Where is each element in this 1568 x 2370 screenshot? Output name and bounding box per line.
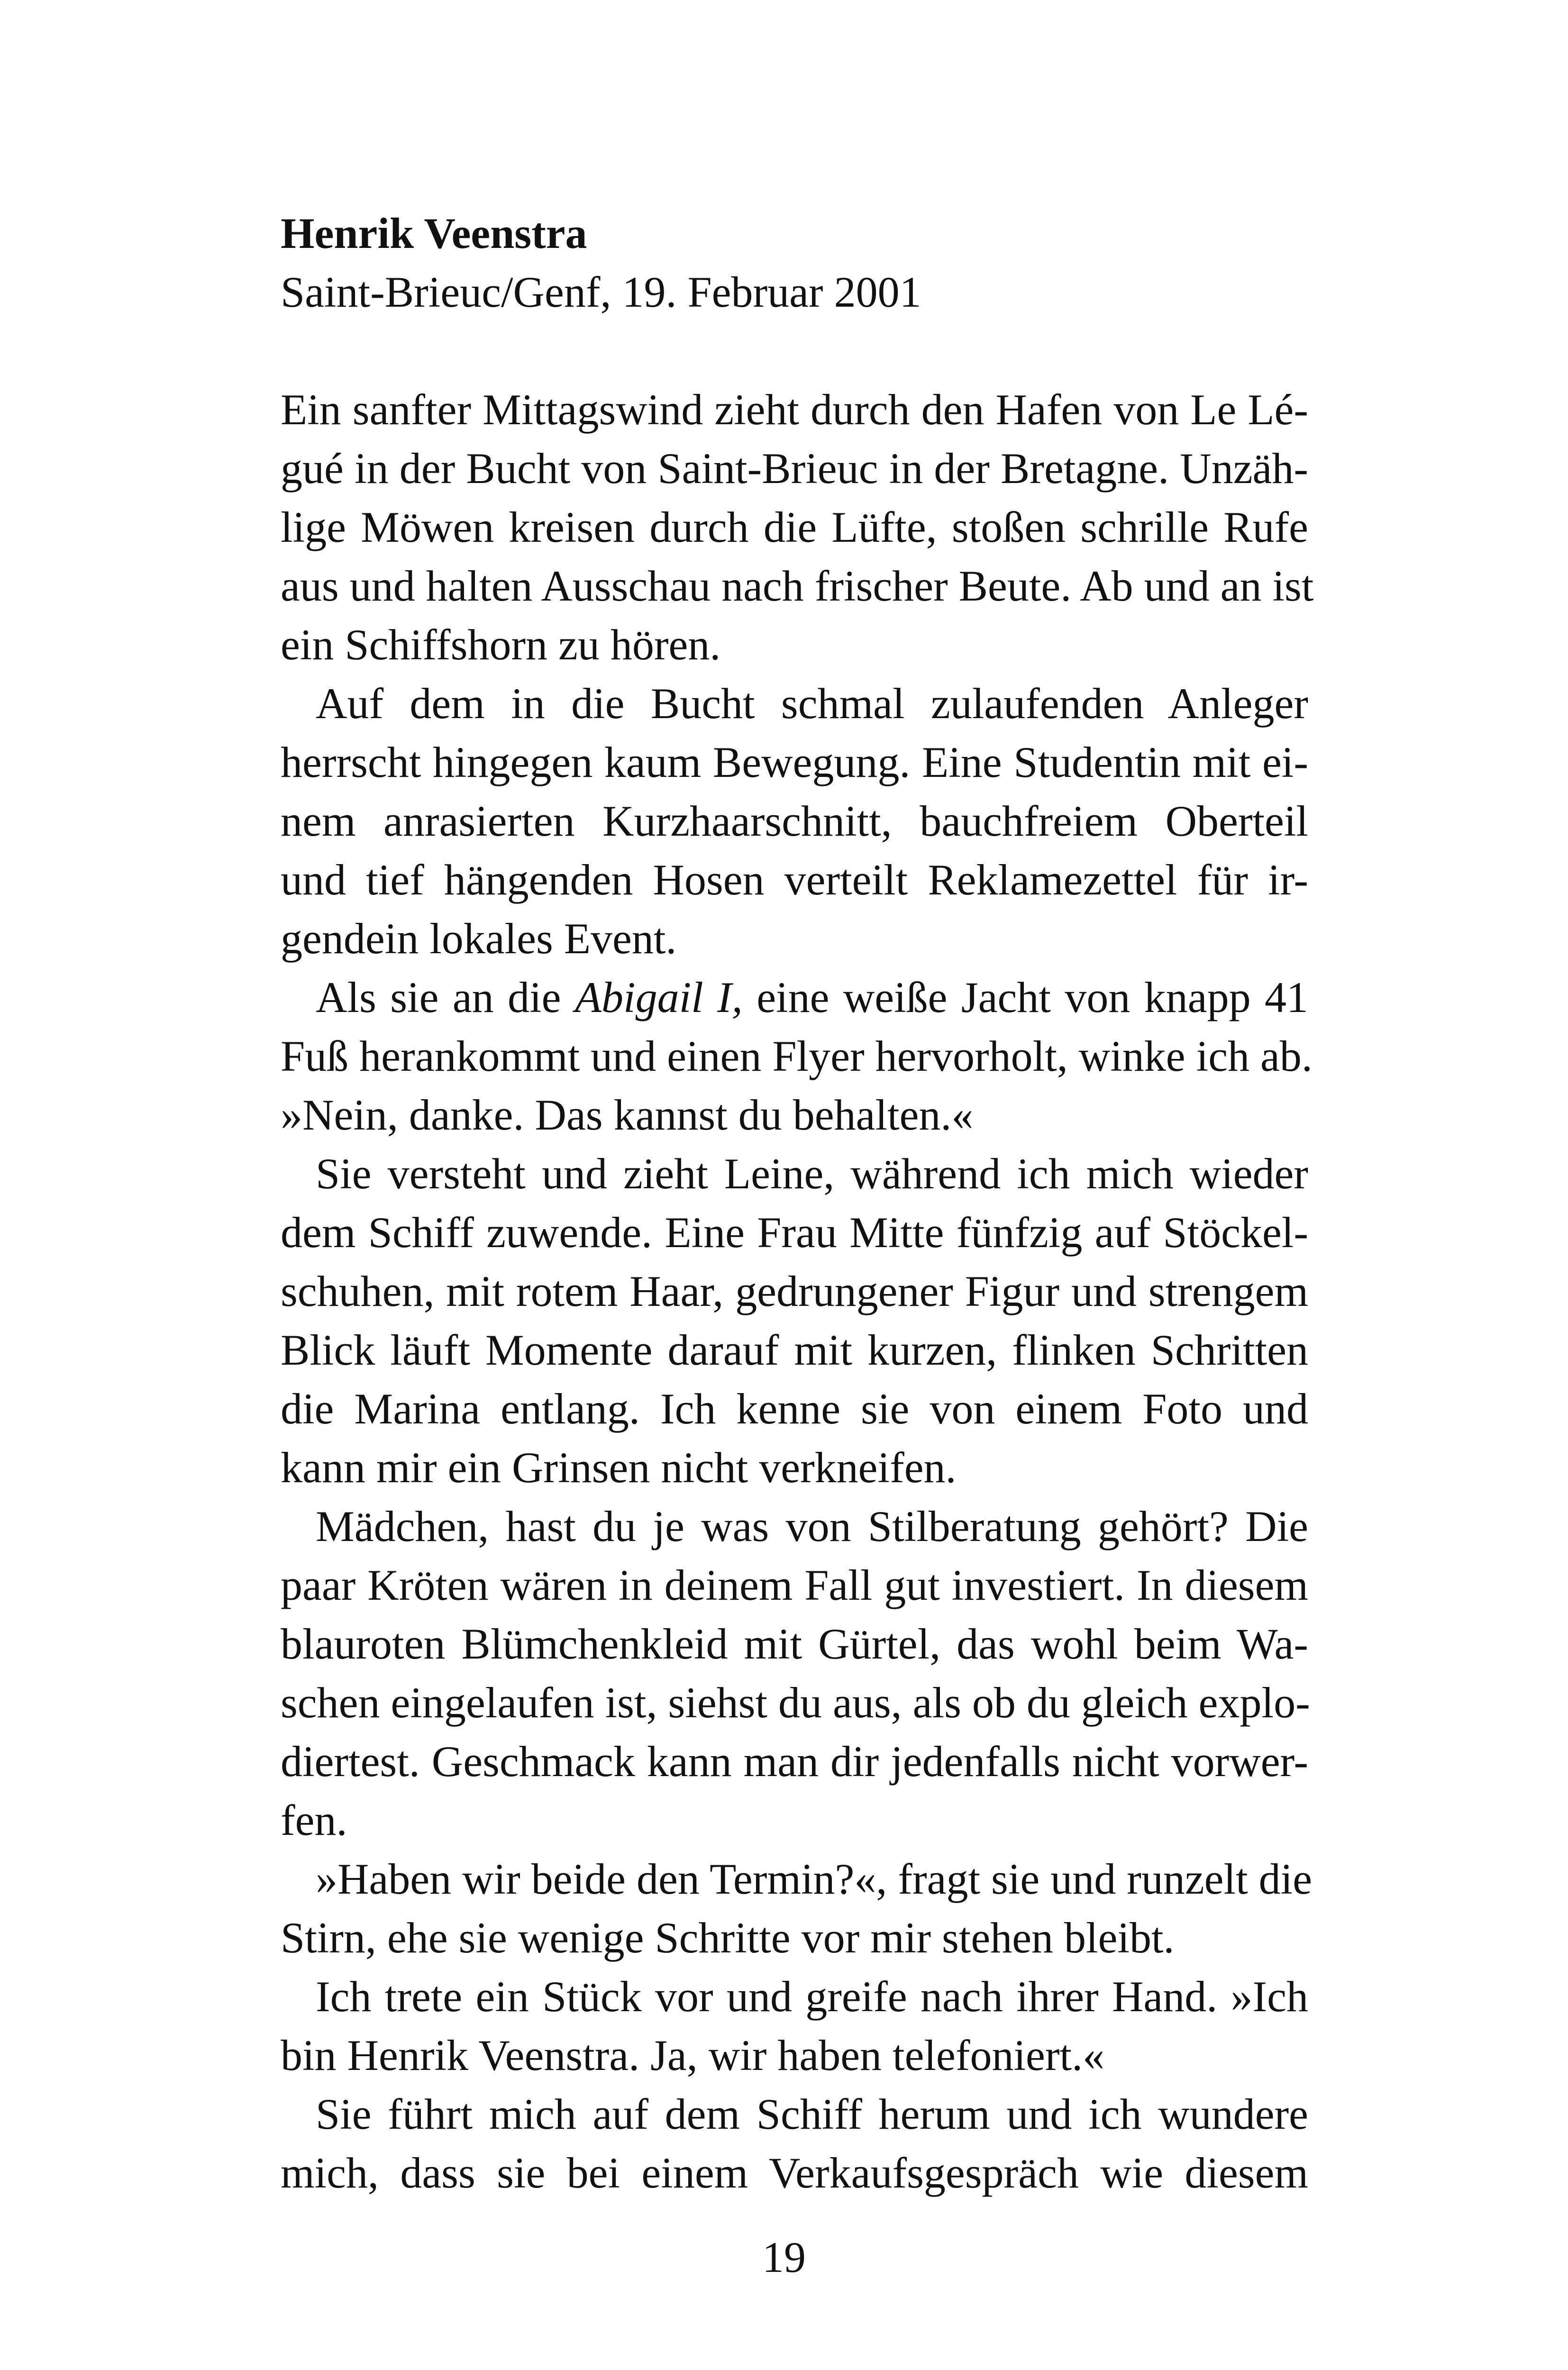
text-line: paar Kröten wären in deinem Fall gut investiert. In diesem xyxy=(281,1561,1308,1609)
text-line: dem Schiff zuwende. Eine Frau Mitte fünfzig auf Stöckel- xyxy=(281,1208,1308,1257)
author-heading: Henrik Veenstra xyxy=(281,209,587,257)
ship-name: Abigail I, xyxy=(574,973,743,1021)
page-number: 19 xyxy=(762,2233,806,2281)
paragraph xyxy=(281,1850,1313,1967)
text-line: Sie führt mich auf dem Schiff herum und ich wundere xyxy=(316,2090,1308,2138)
text-line: aus und halten Ausschau nach frischer Beute. Ab und an ist xyxy=(281,562,1314,610)
text-line: blauroten Blümchenkleid mit Gürtel, das wohl beim Wa- xyxy=(281,1620,1308,1668)
text-line: bin Henrik Veenstra. Ja, wir haben telefoniert.« xyxy=(281,2031,1105,2079)
paragraph xyxy=(281,1967,1308,2085)
text-line: kann mir ein Grinsen nicht verkneifen. xyxy=(281,1443,957,1492)
text-line: diertest. Geschmack kann man dir jedenfalls nicht vorwer- xyxy=(281,1737,1308,1786)
text-line: mich, dass sie bei einem Verkaufsgespräch wie diesem xyxy=(281,2149,1308,2197)
text-line: schen eingelaufen ist, siehst du aus, als ob du gleich explo- xyxy=(281,1678,1310,1727)
section-gap xyxy=(281,321,1308,380)
text-line: Fuß herankommt und einen Flyer hervorholt, winke ich ab. xyxy=(281,1032,1313,1080)
text-line: lige Möwen kreisen durch die Lüfte, stoßen schrille Rufe xyxy=(281,503,1308,551)
text-line: Blick läuft Momente darauf mit kurzen, flinken Schritten xyxy=(281,1326,1308,1374)
text-line: nem anrasierten Kurzhaarschnitt, bauchfreiem Oberteil xyxy=(281,797,1308,845)
paragraph xyxy=(281,674,1308,968)
text-line: fen. xyxy=(281,1796,347,1844)
text-line: gué in der Bucht von Saint-Brieuc in der Bretagne. Unzäh- xyxy=(281,444,1308,492)
place-date-line: Saint-Brieuc/Genf, 19. Februar 2001 xyxy=(281,268,921,316)
text-line: »Nein, danke. Das kannst du behalten.« xyxy=(281,1091,974,1139)
text-line: Ein sanfter Mittagswind zieht durch den Hafen von Le Lé- xyxy=(281,385,1308,434)
text-line: Ich trete ein Stück vor und greife nach ihrer Hand. »Ich xyxy=(316,1972,1308,2021)
paragraph xyxy=(281,1497,1308,1850)
text-line xyxy=(281,968,1308,1027)
text-line: gendein lokales Event. xyxy=(281,914,677,963)
text-segment: eine weiße Jacht von knapp 41 xyxy=(742,973,1309,1021)
paragraph xyxy=(281,1144,1308,1497)
paragraph xyxy=(281,968,1313,1144)
text-block xyxy=(281,204,1314,2202)
text-line: schuhen, mit rotem Haar, gedrungener Figur und strengem xyxy=(281,1267,1308,1315)
text-line: herrscht hingegen kaum Bewegung. Eine Studentin mit ei- xyxy=(281,738,1308,786)
text-line: und tief hängenden Hosen verteilt Reklamezettel für ir- xyxy=(281,856,1308,904)
text-line: die Marina entlang. Ich kenne sie von einem Foto und xyxy=(281,1385,1308,1433)
text-line: ein Schiffshorn zu hören. xyxy=(281,620,721,669)
text-line: Sie versteht und zieht Leine, während ich mich wieder xyxy=(316,1149,1308,1198)
text-line: »Haben wir beide den Termin?«, fragt sie und runzelt die xyxy=(316,1855,1313,1903)
text-line: Auf dem in die Bucht schmal zulaufenden Anleger xyxy=(316,679,1308,728)
text-line: Stirn, ehe sie wenige Schritte vor mir stehen bleibt. xyxy=(281,1914,1175,1962)
text-line: Mädchen, hast du je was von Stilberatung gehört? Die xyxy=(316,1502,1308,1550)
text-segment: Als sie an die xyxy=(316,973,575,1021)
paragraph xyxy=(281,380,1314,674)
paragraph xyxy=(281,2085,1308,2202)
